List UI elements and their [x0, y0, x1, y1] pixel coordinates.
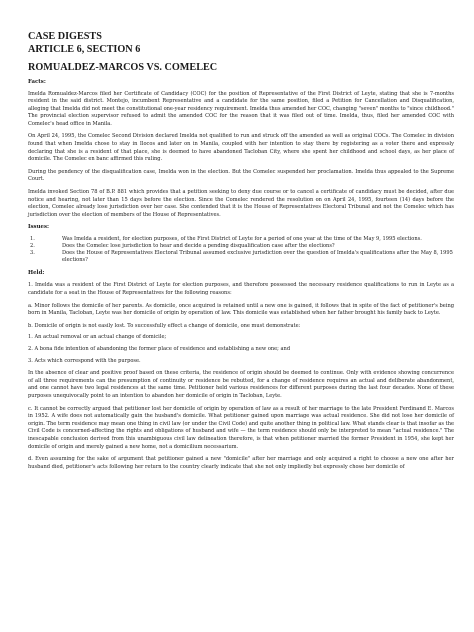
- issue-number: 3.: [30, 250, 35, 257]
- issues-list: [28, 236, 454, 264]
- issue-item: [28, 243, 454, 250]
- issue-number: 1.: [30, 236, 35, 243]
- held-paragraph: 2. A bona fide intention of abandoning the former place of residence and establishing a new one; and: [28, 345, 291, 352]
- header-case-digests: CASE DIGESTS: [28, 31, 102, 42]
- held-paragraph: d. Even assuming for the sake of argument that petitioner gained a new "domicile" after her marriage and only acquired a right to choose a new one after her husband died, petitioner's acts following her return to the country clearly indicate that she not only impliedly but expressly chose her domicile of: [28, 456, 454, 470]
- facts-paragraph: On April 24, 1995, the Comelec Second Division declared Imelda not qualified to run and struck off the amended as well as original COCs. The Comelec in division found that when Imelda chose to stay in Ilocos and later on in Manila, coupled with her intention to stay there by registering as a voter there and expressly declaring that she is a resident of that place, she is deemed to have abandoned Tacloban City, where she spent her childhood and school days, as her place of domicile. The Comelec en banc affirmed this ruling.: [28, 133, 454, 163]
- held-paragraph: 1. Imelda was a resident of the First District of Leyte for election purposes, and therefore possessed the necessary residence qualifications to run in Leyte as a candidate for a seat in the House of Representatives for the following reasons:: [28, 282, 454, 296]
- held-paragraph: c. It cannot be correctly argued that petitioner lost her domicile of origin by operation of law as a result of her marriage to the late President Ferdinand E. Marcos in 1952. A wife does not automatically gain the husband's domicile. What petitioner gained upon marriage was actual residence. She did not lose her domicile of origin. The term residence may mean one thing in civil law (or under the Civil Code) and quite another thing in political law. What stands clear is that insofar as the Civil Code is concerned-affecting the rights and obligations of husband and wife — the term residence should only be interpreted to mean "actual residence." The inescapable conclusion derived from this unambiguous civil law delineation therefore, is that when petitioner married the former President in 1954, she kept her domicile of origin and merely gained a new home, not a domicilium necessarium.: [28, 405, 454, 450]
- held-paragraph: In the absence of clear and positive proof based on these criteria, the residence of origin should be deemed to continue. Only with evidence showing concurrence of all three requirements can the presumption of continuity or residence be rebutted, for a change of residence requires an actual and deliberate abandonment, and one cannot have two legal residences at the same time. Petitioner held various residences for different purposes during the last four decades. None of these purposes unequivocally point to an intention to abandon her domicile of origin in Tacloban, Leyte.: [28, 370, 454, 399]
- facts-label: Facts:: [28, 78, 46, 85]
- issue-item: [28, 250, 454, 264]
- issue-text: Does the House of Representatives Electoral Tribunal assumed exclusive jurisdiction over the question of Imelda's qualifications after the May 8, 1995 elections?: [62, 250, 453, 264]
- facts-paragraph: During the pendency of the disqualification case, Imelda won in the election. But the Comelec suspended her proclamation. Imelda thus appealed to the Supreme Court.: [28, 168, 454, 183]
- held-paragraph: b. Domicile of origin is not easily lost. To successfully effect a change of domicile, one must demonstrate:: [28, 322, 301, 329]
- issue-text: Was Imelda a resident, for election purposes, of the First District of Leyte for a period of one year at the time of the May 9, 1995 elections.: [62, 236, 422, 243]
- facts-paragraph: Imelda Romualdez-Marcos filed her Certificate of Candidacy (COC) for the position of Representative of the First District of Leyte, stating that she is 7-months resident in the said district. Montejo, incumbent Representative and a candidate for the same position, filed a Petition for Cancellation and Disqualification, alleging that Imelda did not meet the constitutional one-year residency requirement. Imelda thus amended her COC, changing "seven" months to "since childhood." The provincial election supervisor refused to admit the amended COC for the reason that it was filed out of time. Imelda, thus, filed her amended COC with Comelec's head office in Manila.: [28, 90, 454, 127]
- issue-item: [28, 236, 454, 243]
- case-title: ROMUALDEZ-MARCOS VS. COMELEC: [28, 62, 218, 73]
- issue-text: Does the Comelec lose jurisdiction to hear and decide a pending disqualification case after the elections?: [62, 243, 335, 250]
- held-label: Held:: [28, 270, 45, 277]
- header-article: ARTICLE 6, SECTION 6: [28, 43, 141, 55]
- held-paragraph: a. Minor follows the domicile of her parents. As domicile, once acquired is retained until a new one is gained, it follows that in spite of the fact of petitioner's being born in Manila, Tacloban, Leyte was her domicile of origin by operation of law. This domicile was established when her father brought his family back to Leyte.: [28, 302, 454, 317]
- issue-number: 2.: [30, 243, 35, 250]
- held-paragraph: 3. Acts which correspond with the purpose.: [28, 357, 141, 364]
- facts-paragraph: Imelda invoked Section 78 of B.P. 881 which provides that a petition seeking to deny due course or to cancel a certificate of candidacy must be decided, after due notice and hearing, not later than 15 days before the election. Since the Comelec rendered the resolution on on April 24, 1995, fourteen (14) days before the election, Comelec already lose jurisdiction over her case. She contended that it is the House of Representatives Electoral Tribunal and not the Comelec which has jurisdiction over the election of members of the House of Representatives.: [28, 189, 454, 218]
- held-paragraph: 1. An actual removal or an actual change of domicile;: [28, 334, 167, 341]
- issues-label: Issues:: [28, 224, 49, 231]
